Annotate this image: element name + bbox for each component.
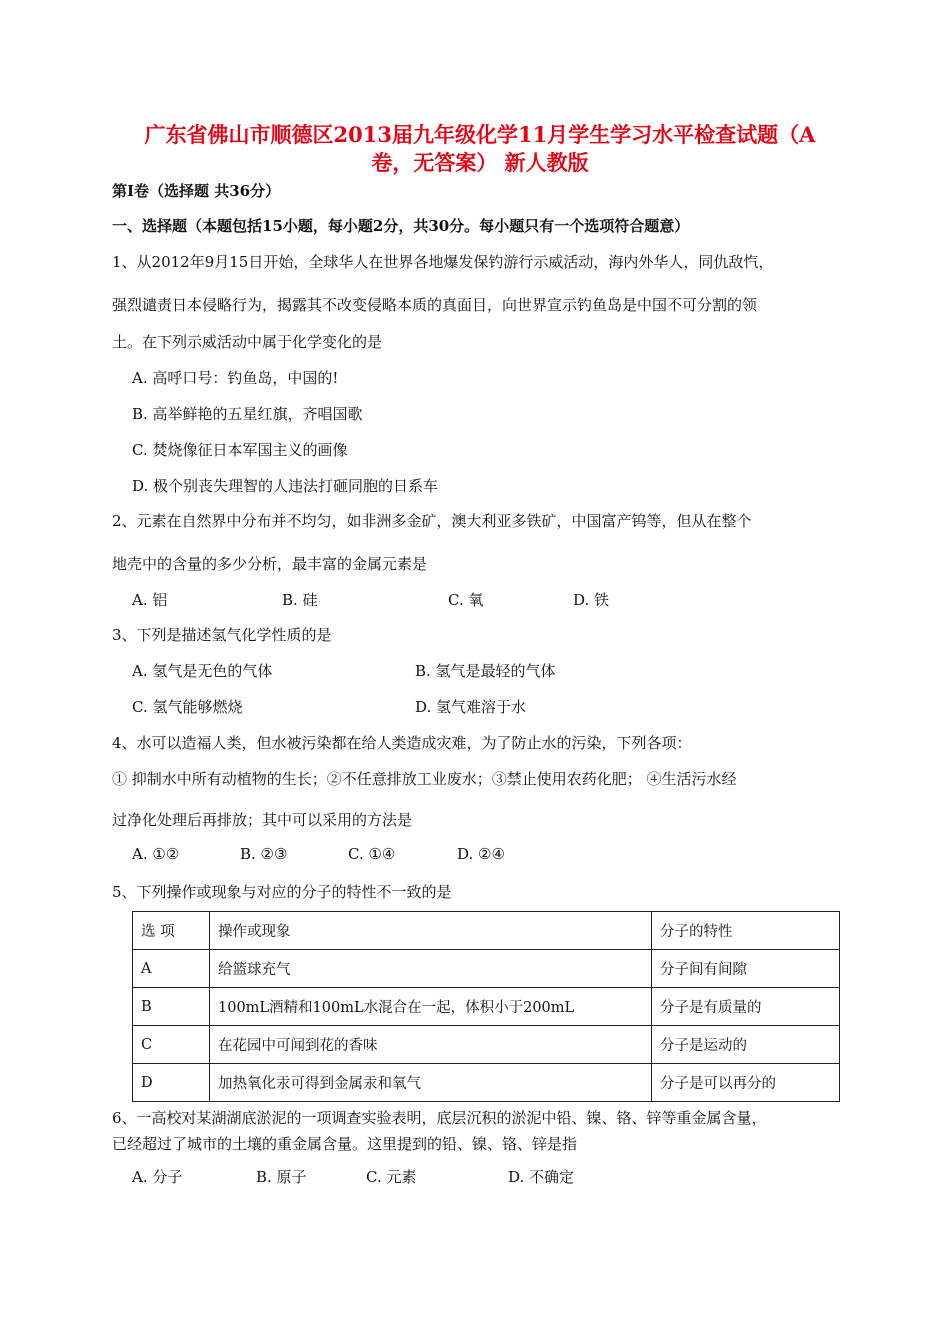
question-4-option-d: D. ②④ — [457, 845, 505, 863]
exam-title-line-1: 广东省佛山市顺德区2013届九年级化学11月学生学习水平检查试题（A — [144, 122, 816, 147]
question-1-text: 1、从2012年9月15日开始，全球华人在世界各地爆发保钓游行示威活动，海内外华人，同仇敌忾， — [112, 253, 774, 271]
question-1-option-c: C. 焚烧像征日本军国主义的画像 — [132, 441, 348, 459]
question-1-option-a: A. 高呼口号：钓鱼岛，中国的! — [132, 369, 339, 387]
section-heading: 第Ⅰ卷（选择题 共36分） — [112, 182, 281, 200]
question-6-option-d: D. 不确定 — [508, 1168, 575, 1186]
question-3-option-a: A. 氢气是无色的气体 — [132, 662, 273, 680]
question-6-option-b: B. 原子 — [256, 1168, 307, 1186]
table-cell: 加热氧化汞可得到金属汞和氧气 — [210, 1064, 652, 1102]
question-2-option-a: A. 铝 — [132, 591, 168, 609]
question-4-text: 过净化处理后再排放；其中可以采用的方法是 — [112, 811, 413, 829]
section-subheading: 一、选择题（本题包括15小题，每小题2分，共30分。每小题只有一个选项符合题意） — [112, 217, 690, 235]
table-row — [133, 1064, 840, 1102]
question-3-option-d: D. 氢气难溶于水 — [415, 698, 527, 716]
table-cell: 给篮球充气 — [210, 950, 652, 988]
table-row — [133, 950, 840, 988]
question-4-text: ① 抑制水中所有动植物的生长；②不任意排放工业废水；③禁止使用农药化肥； ④生活污水经 — [112, 770, 737, 788]
table-header-cell: 操作或现象 — [210, 912, 652, 950]
table-cell: D — [133, 1064, 210, 1102]
table-header-cell: 分子的特性 — [652, 912, 840, 950]
table-cell: 分子是有质量的 — [652, 988, 840, 1026]
exam-title-line-2: 卷，无答案） 新人教版 — [371, 150, 589, 175]
question-2-text: 2、元素在自然界中分布并不均匀，如非洲多金矿，澳大利亚多铁矿，中国富产钨等，但从在整个 — [112, 512, 752, 530]
table-cell: C — [133, 1026, 210, 1064]
question-1-text: 强烈谴责日本侵略行为，揭露其不改变侵略本质的真面目，向世界宣示钓鱼岛是中国不可分割的领 — [112, 296, 758, 314]
question-4-text: 4、水可以造福人类，但水被污染都在给人类造成灾难，为了防止水的污染，下列各项： — [112, 734, 692, 752]
question-6-option-a: A. 分子 — [132, 1168, 183, 1186]
question-2-option-d: D. 铁 — [573, 591, 610, 609]
question-5-text: 5、下列操作或现象与对应的分子的特性不一致的是 — [112, 883, 452, 901]
question-1-option-d: D. 极个别丧失理智的人违法打砸同胞的日系车 — [132, 477, 439, 495]
question-2-option-c: C. 氧 — [448, 591, 484, 609]
table-row — [133, 988, 840, 1026]
question-1-option-b: B. 高举鲜艳的五星红旗，齐唱国歌 — [132, 405, 363, 423]
table-header-row — [133, 912, 840, 950]
question-2-option-b: B. 硅 — [282, 591, 318, 609]
table-cell: 分子是运动的 — [652, 1026, 840, 1064]
question-3-option-b: B. 氢气是最轻的气体 — [415, 662, 556, 680]
table-cell: 分子间有间隙 — [652, 950, 840, 988]
table-cell: B — [133, 988, 210, 1026]
table-cell: 分子是可以再分的 — [652, 1064, 840, 1102]
question-4-option-c: C. ①④ — [348, 845, 396, 863]
question-4-option-a: A. ①② — [132, 845, 180, 863]
question-1-text: 土。在下列示威活动中属于化学变化的是 — [112, 333, 383, 351]
table-cell: 在花园中可闻到花的香味 — [210, 1026, 652, 1064]
table-cell: A — [133, 950, 210, 988]
question-5-table — [132, 911, 840, 1102]
question-2-text: 地壳中的含量的多少分析，最丰富的金属元素是 — [112, 555, 428, 573]
question-6-text: 6、一高校对某湖湖底淤泥的一项调查实验表明，底层沉积的淤泥中铅、镍、铬、锌等重金属含量， — [112, 1109, 767, 1127]
question-4-option-b: B. ②③ — [240, 845, 288, 863]
question-3-text: 3、下列是描述氢气化学性质的是 — [112, 626, 332, 644]
question-3-option-c: C. 氢气能够燃烧 — [132, 698, 243, 716]
question-6-option-c: C. 元素 — [366, 1168, 417, 1186]
table-row — [133, 1026, 840, 1064]
table-header-cell: 选 项 — [133, 912, 210, 950]
table-cell: 100mL酒精和100mL水混合在一起，体积小于200mL — [210, 988, 652, 1026]
question-6-text: 已经超过了城市的土壤的重金属含量。这里提到的铅、镍、铬、锌是指 — [112, 1135, 578, 1153]
